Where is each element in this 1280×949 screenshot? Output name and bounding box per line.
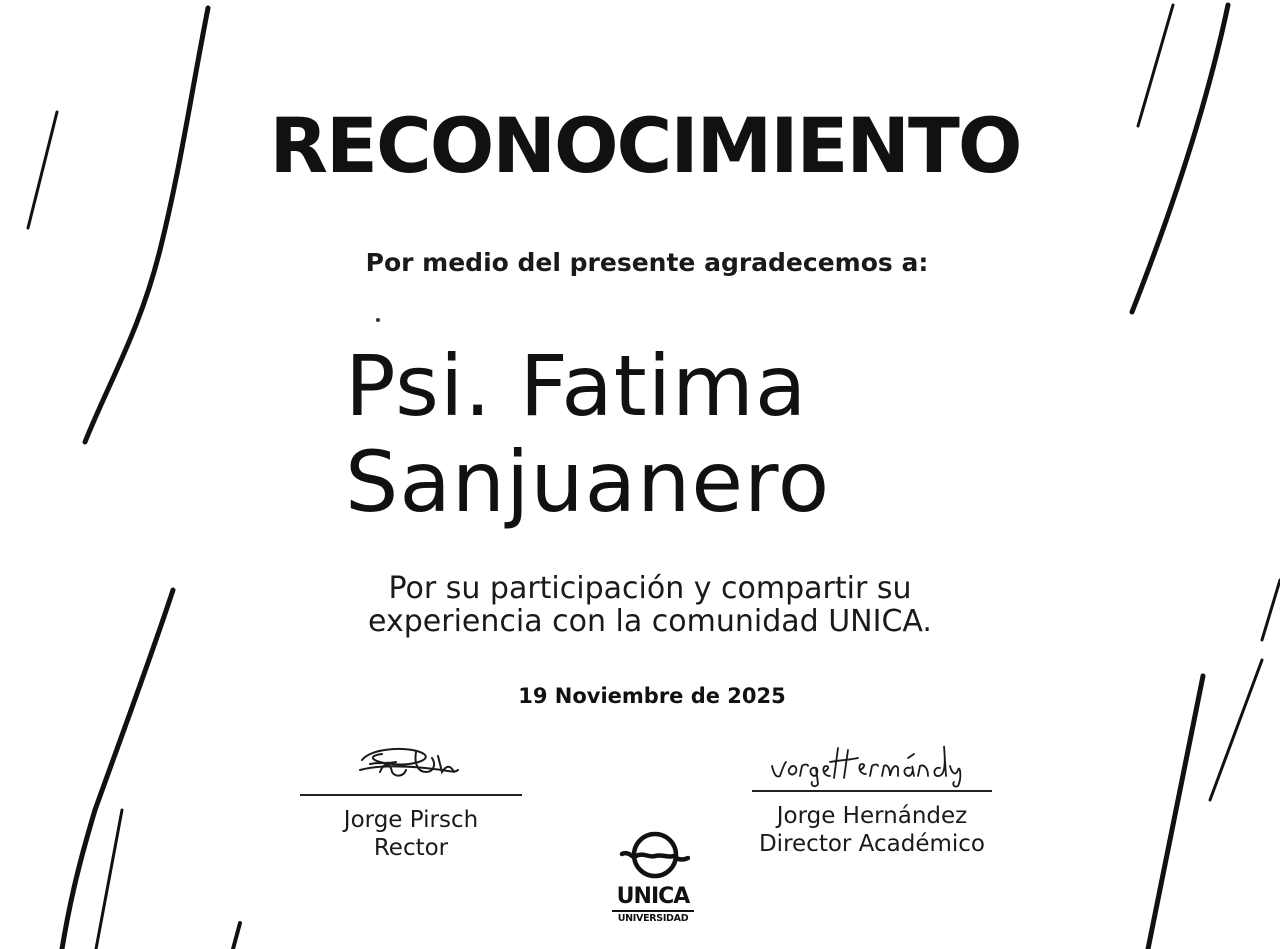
signature-jorge-hernandez-icon (768, 738, 968, 790)
certificate-intro: Por medio del presente agradecemos a: (365, 248, 929, 277)
signatory-right (738, 790, 1006, 858)
recognition-reason (0, 572, 1280, 638)
signature-line-right (752, 790, 992, 792)
signature-jorge-pirsch-icon (352, 742, 462, 784)
certificate-date: 19 Noviembre de 2025 (518, 684, 786, 708)
unica-logo-divider (612, 910, 694, 912)
signatory-right-role: Director Académico (758, 831, 986, 857)
unica-logo-subtitle: UNIVERSIDAD (617, 913, 689, 924)
unica-logo (608, 828, 698, 933)
recipient-name-line2: Sanjuanero (345, 433, 831, 531)
certificate-title: RECONOCIMIENTO (269, 101, 1021, 190)
reason-line2: experiencia con la comunidad UNICA. (368, 604, 932, 639)
signatory-left (300, 794, 522, 862)
reason-line1: Por su participación y compartir su (388, 571, 912, 606)
signature-line-left (300, 794, 522, 796)
recipient-name (345, 338, 1045, 530)
recipient-name-line1: Psi. Fatima (345, 337, 808, 435)
signatory-left-name: Jorge Pirsch (343, 807, 479, 833)
unica-logo-word: UNICA (616, 884, 690, 909)
unica-logo-icon (618, 828, 690, 884)
signatory-left-role: Rector (373, 835, 449, 861)
signatory-right-name: Jorge Hernández (776, 803, 968, 829)
